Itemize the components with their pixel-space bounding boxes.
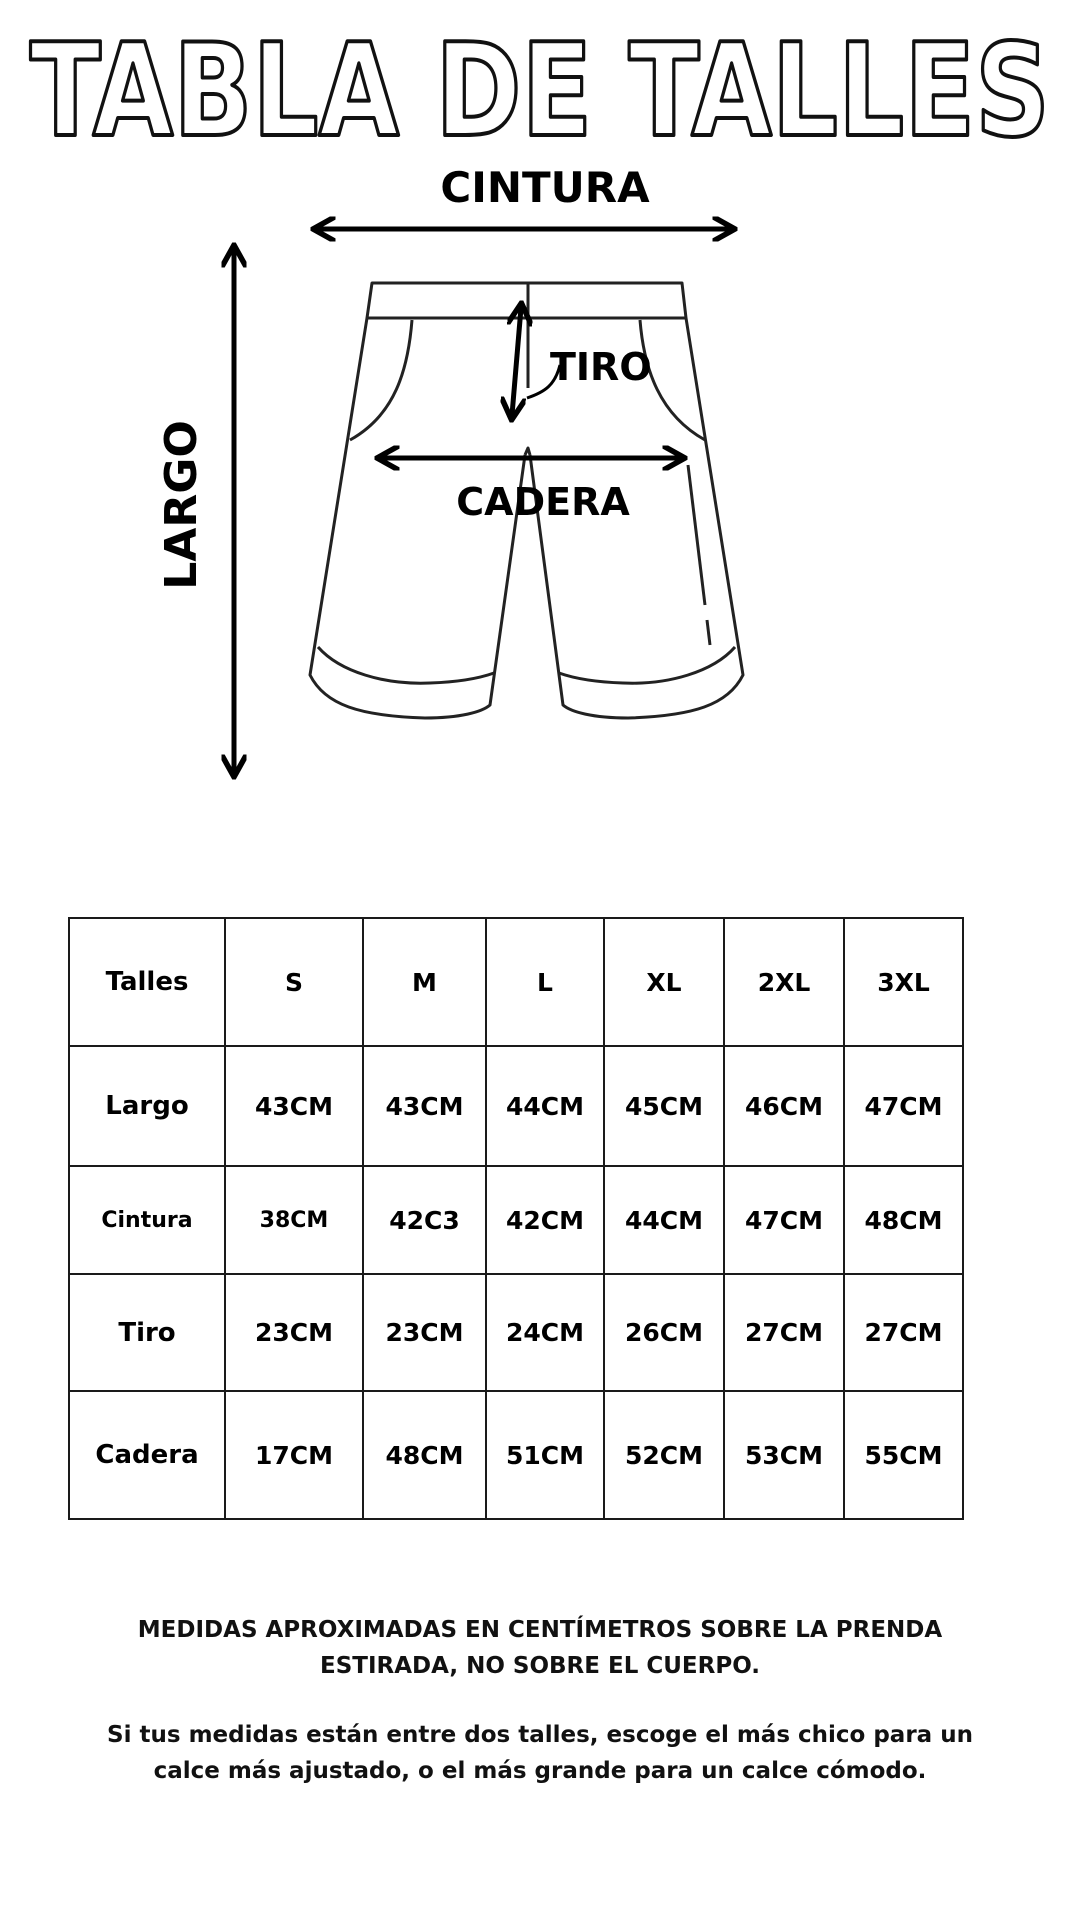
table-cell: 52CM — [604, 1391, 724, 1519]
page-title — [0, 20, 1080, 150]
table-header-row — [69, 918, 963, 1046]
size-table — [68, 917, 964, 1520]
table-cell: 42C3 — [363, 1166, 486, 1274]
label-cadera: CADERA — [456, 480, 630, 524]
measurement-note: MEDIDAS APROXIMADAS EN CENTÍMETROS SOBRE LA PRENDA ESTIRADA, NO SOBRE EL CUERPO. — [137, 1617, 943, 1679]
table-cell: 23CM — [225, 1274, 363, 1391]
table-cell: 45CM — [604, 1046, 724, 1166]
table-cell: 17CM — [225, 1391, 363, 1519]
table-cell: 44CM — [486, 1046, 604, 1166]
page-title-text: TABLA DE TALLES — [30, 20, 1050, 150]
table-cell: 43CM — [225, 1046, 363, 1166]
table-row-cintura — [69, 1166, 963, 1274]
fit-advice-note: Si tus medidas están entre dos talles, escoge el más chico para un calce más ajustado, o el más grande para un calce cómodo. — [107, 1722, 973, 1784]
table-cell: 27CM — [724, 1274, 844, 1391]
table-row-tiro — [69, 1274, 963, 1391]
table-cell: 51CM — [486, 1391, 604, 1519]
table-cell: 48CM — [844, 1166, 963, 1274]
label-largo: LARGO — [156, 420, 207, 590]
table-cell: 42CM — [486, 1166, 604, 1274]
row-label: Tiro — [69, 1274, 225, 1391]
table-cell: 38CM — [225, 1166, 363, 1274]
table-cell: 23CM — [363, 1274, 486, 1391]
shorts-diagram — [0, 150, 1080, 800]
table-cell: 26CM — [604, 1274, 724, 1391]
table-cell: 47CM — [844, 1046, 963, 1166]
table-cell: 46CM — [724, 1046, 844, 1166]
header-talles: Talles — [69, 918, 225, 1046]
header-size: XL — [604, 918, 724, 1046]
header-size: 3XL — [844, 918, 963, 1046]
table-cell: 53CM — [724, 1391, 844, 1519]
table-cell: 55CM — [844, 1391, 963, 1519]
table-cell: 43CM — [363, 1046, 486, 1166]
header-size: M — [363, 918, 486, 1046]
header-size: S — [225, 918, 363, 1046]
header-size: L — [486, 918, 604, 1046]
table-row-largo — [69, 1046, 963, 1166]
tiro-arrow — [512, 308, 521, 415]
row-label: Cadera — [69, 1391, 225, 1519]
table-cell: 48CM — [363, 1391, 486, 1519]
table-cell: 47CM — [724, 1166, 844, 1274]
header-size: 2XL — [724, 918, 844, 1046]
table-row-cadera — [69, 1391, 963, 1519]
row-label: Largo — [69, 1046, 225, 1166]
label-cintura: CINTURA — [440, 163, 650, 212]
row-label: Cintura — [69, 1166, 225, 1274]
label-tiro: TIRO — [550, 345, 652, 389]
table-cell: 24CM — [486, 1274, 604, 1391]
table-cell: 44CM — [604, 1166, 724, 1274]
table-cell: 27CM — [844, 1274, 963, 1391]
